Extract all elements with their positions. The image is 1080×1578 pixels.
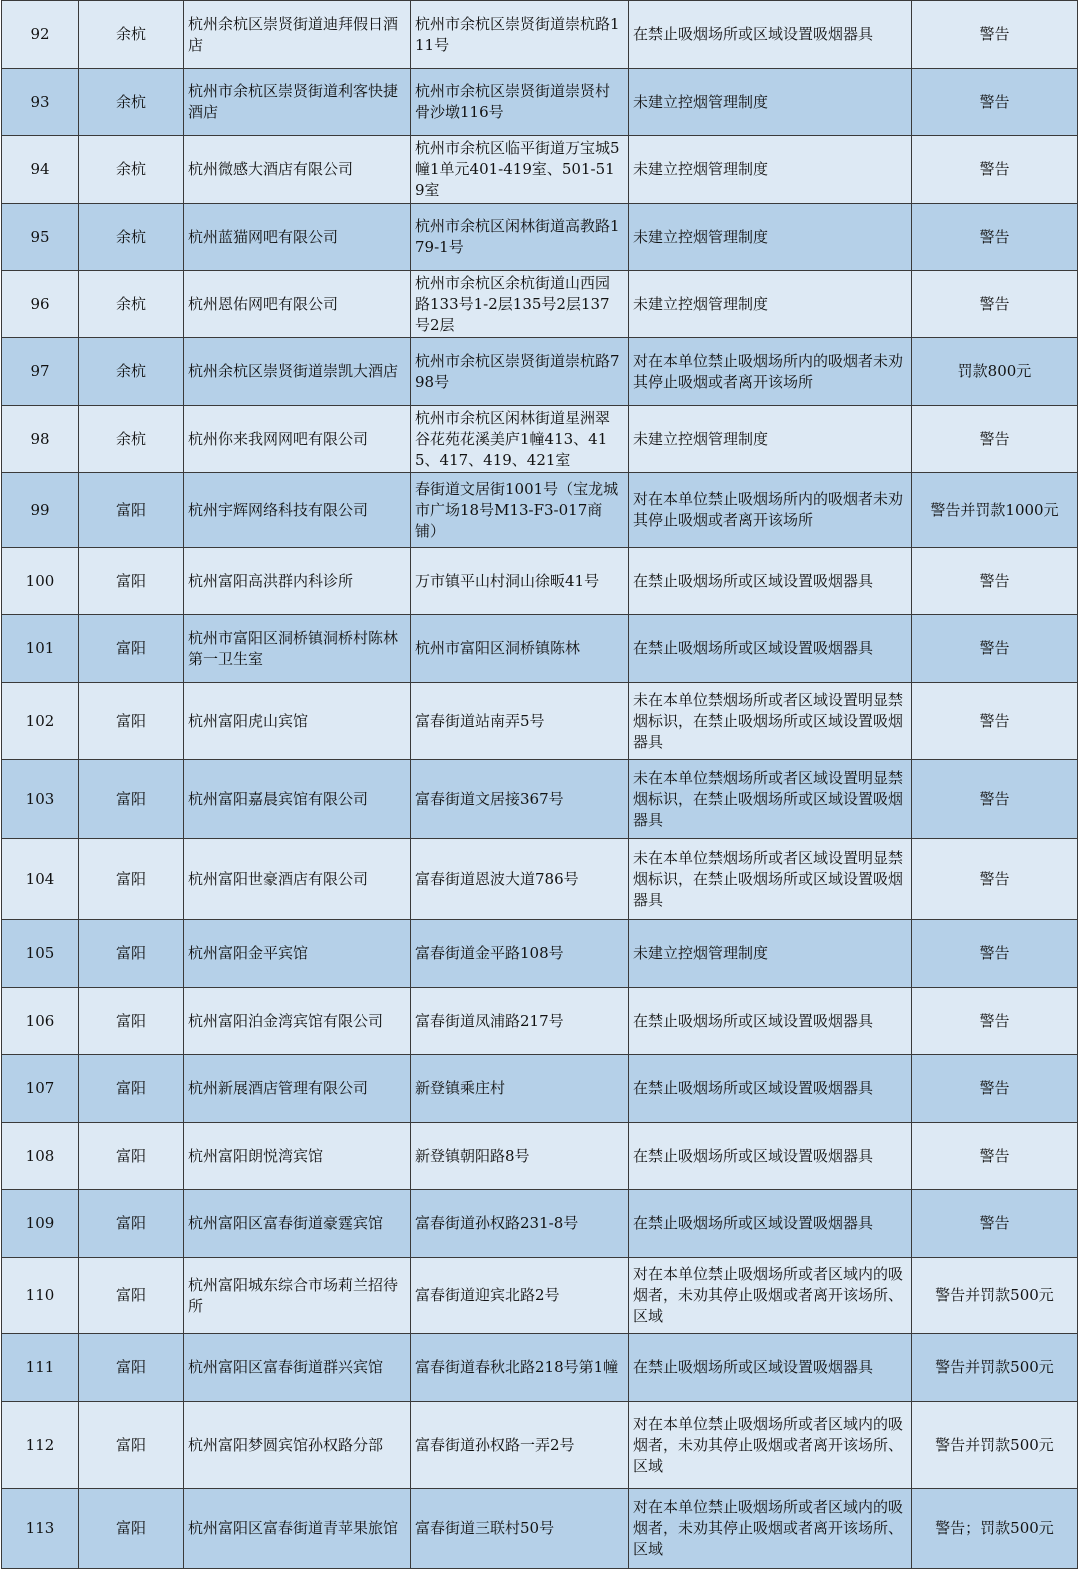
cell-district: 余杭: [79, 338, 184, 406]
cell-penalty: 警告；罚款500元: [912, 1489, 1078, 1569]
table-row: [2, 1489, 1078, 1569]
cell-number: 97: [2, 338, 79, 406]
table-row: [2, 839, 1078, 920]
table-row: [2, 683, 1078, 760]
table-row: [2, 473, 1078, 548]
cell-penalty: 警告: [912, 988, 1078, 1055]
cell-district: 余杭: [79, 204, 184, 271]
cell-violation: 未建立控烟管理制度: [629, 69, 912, 136]
table-row: [2, 1258, 1078, 1334]
cell-violation: 未在本单位禁烟场所或者区域设置明显禁烟标识，在禁止吸烟场所或区域设置吸烟器具: [629, 760, 912, 839]
cell-district: 富阳: [79, 683, 184, 760]
table-row: [2, 1055, 1078, 1123]
cell-violation: 未建立控烟管理制度: [629, 204, 912, 271]
cell-number: 96: [2, 271, 79, 338]
cell-violation: 在禁止吸烟场所或区域设置吸烟器具: [629, 1123, 912, 1190]
cell-address: 杭州市余杭区闲林街道高教路179-1号: [411, 204, 629, 271]
cell-number: 108: [2, 1123, 79, 1190]
cell-penalty: 警告: [912, 204, 1078, 271]
cell-district: 富阳: [79, 1402, 184, 1489]
cell-address: 杭州市余杭区余杭街道山西园路133号1-2层135号2层137号2层: [411, 271, 629, 338]
cell-penalty: 警告: [912, 136, 1078, 204]
cell-penalty: 警告: [912, 683, 1078, 760]
cell-penalty: 警告: [912, 69, 1078, 136]
cell-number: 110: [2, 1258, 79, 1334]
table-row: [2, 1190, 1078, 1258]
cell-unit-name: 杭州市余杭区崇贤街道利客快捷酒店: [184, 69, 411, 136]
table-row: [2, 1334, 1078, 1402]
cell-number: 95: [2, 204, 79, 271]
cell-violation: 未在本单位禁烟场所或者区域设置明显禁烟标识，在禁止吸烟场所或区域设置吸烟器具: [629, 683, 912, 760]
cell-unit-name: 杭州富阳梦圆宾馆孙权路分部: [184, 1402, 411, 1489]
cell-district: 富阳: [79, 1123, 184, 1190]
cell-number: 109: [2, 1190, 79, 1258]
cell-violation: 未建立控烟管理制度: [629, 920, 912, 988]
cell-number: 92: [2, 1, 79, 69]
table-row: [2, 338, 1078, 406]
cell-district: 富阳: [79, 1334, 184, 1402]
cell-district: 富阳: [79, 1055, 184, 1123]
cell-violation: 在禁止吸烟场所或区域设置吸烟器具: [629, 1190, 912, 1258]
cell-address: 富春街道三联村50号: [411, 1489, 629, 1569]
cell-address: 杭州市富阳区洞桥镇陈林: [411, 615, 629, 683]
cell-address: 杭州市余杭区崇贤街道崇杭路798号: [411, 338, 629, 406]
cell-number: 107: [2, 1055, 79, 1123]
cell-unit-name: 杭州富阳金平宾馆: [184, 920, 411, 988]
cell-district: 余杭: [79, 136, 184, 204]
cell-district: 富阳: [79, 988, 184, 1055]
cell-unit-name: 杭州蓝猫网吧有限公司: [184, 204, 411, 271]
cell-violation: 对在本单位禁止吸烟场所或者区域内的吸烟者，未劝其停止吸烟或者离开该场所、区域: [629, 1489, 912, 1569]
table-row: [2, 920, 1078, 988]
cell-number: 98: [2, 406, 79, 473]
cell-address: 杭州市余杭区临平街道万宝城5幢1单元401-419室、501-519室: [411, 136, 629, 204]
table-row: [2, 1, 1078, 69]
cell-unit-name: 杭州富阳区富春街道青苹果旅馆: [184, 1489, 411, 1569]
cell-unit-name: 杭州富阳虎山宾馆: [184, 683, 411, 760]
cell-unit-name: 杭州余杭区崇贤街道崇凯大酒店: [184, 338, 411, 406]
cell-district: 富阳: [79, 1190, 184, 1258]
cell-unit-name: 杭州新展酒店管理有限公司: [184, 1055, 411, 1123]
cell-violation: 在禁止吸烟场所或区域设置吸烟器具: [629, 988, 912, 1055]
cell-address: 新登镇朝阳路8号: [411, 1123, 629, 1190]
cell-address: 富春街道文居接367号: [411, 760, 629, 839]
cell-number: 102: [2, 683, 79, 760]
cell-district: 富阳: [79, 1258, 184, 1334]
cell-penalty: 警告: [912, 839, 1078, 920]
table-body: [2, 1, 1078, 1569]
cell-violation: 未建立控烟管理制度: [629, 406, 912, 473]
cell-penalty: 罚款800元: [912, 338, 1078, 406]
cell-violation: 在禁止吸烟场所或区域设置吸烟器具: [629, 1, 912, 69]
cell-district: 富阳: [79, 920, 184, 988]
cell-violation: 在禁止吸烟场所或区域设置吸烟器具: [629, 1334, 912, 1402]
cell-unit-name: 杭州余杭区崇贤街道迪拜假日酒店: [184, 1, 411, 69]
cell-penalty: 警告并罚款500元: [912, 1258, 1078, 1334]
table-row: [2, 69, 1078, 136]
cell-number: 113: [2, 1489, 79, 1569]
cell-penalty: 警告: [912, 548, 1078, 615]
penalty-table: [1, 0, 1078, 1569]
cell-district: 富阳: [79, 473, 184, 548]
cell-penalty: 警告: [912, 1190, 1078, 1258]
cell-district: 富阳: [79, 548, 184, 615]
cell-address: 富春街道孙权路一弄2号: [411, 1402, 629, 1489]
cell-district: 富阳: [79, 760, 184, 839]
cell-penalty: 警告: [912, 615, 1078, 683]
cell-district: 余杭: [79, 271, 184, 338]
cell-violation: 在禁止吸烟场所或区域设置吸烟器具: [629, 1055, 912, 1123]
cell-unit-name: 杭州富阳区富春街道群兴宾馆: [184, 1334, 411, 1402]
cell-penalty: 警告: [912, 406, 1078, 473]
cell-unit-name: 杭州富阳世豪酒店有限公司: [184, 839, 411, 920]
cell-penalty: 警告并罚款500元: [912, 1334, 1078, 1402]
table-row: [2, 1402, 1078, 1489]
cell-penalty: 警告: [912, 271, 1078, 338]
cell-address: 新登镇乘庄村: [411, 1055, 629, 1123]
cell-address: 富春街道凤浦路217号: [411, 988, 629, 1055]
cell-address: 杭州市余杭区闲林街道星洲翠谷花苑花溪美庐1幢413、415、417、419、421室: [411, 406, 629, 473]
cell-number: 94: [2, 136, 79, 204]
cell-number: 104: [2, 839, 79, 920]
table-row: [2, 136, 1078, 204]
cell-violation: 未建立控烟管理制度: [629, 136, 912, 204]
cell-address: 富春街道金平路108号: [411, 920, 629, 988]
cell-violation: 未在本单位禁烟场所或者区域设置明显禁烟标识，在禁止吸烟场所或区域设置吸烟器具: [629, 839, 912, 920]
cell-number: 101: [2, 615, 79, 683]
table-row: [2, 406, 1078, 473]
cell-penalty: 警告: [912, 1123, 1078, 1190]
cell-unit-name: 杭州市富阳区洞桥镇洞桥村陈林第一卫生室: [184, 615, 411, 683]
cell-district: 余杭: [79, 406, 184, 473]
table-row: [2, 988, 1078, 1055]
cell-district: 富阳: [79, 1489, 184, 1569]
cell-violation: 在禁止吸烟场所或区域设置吸烟器具: [629, 548, 912, 615]
cell-unit-name: 杭州宇辉网络科技有限公司: [184, 473, 411, 548]
cell-penalty: 警告并罚款500元: [912, 1402, 1078, 1489]
cell-address: 春街道文居街1001号（宝龙城市广场18号M13-F3-017商铺）: [411, 473, 629, 548]
table-row: [2, 615, 1078, 683]
cell-address: 富春街道春秋北路218号第1幢: [411, 1334, 629, 1402]
cell-violation: 对在本单位禁止吸烟场所内的吸烟者未劝其停止吸烟或者离开该场所: [629, 338, 912, 406]
table-row: [2, 548, 1078, 615]
cell-unit-name: 杭州富阳泊金湾宾馆有限公司: [184, 988, 411, 1055]
cell-penalty: 警告: [912, 1, 1078, 69]
cell-number: 105: [2, 920, 79, 988]
cell-district: 富阳: [79, 839, 184, 920]
cell-penalty: 警告: [912, 1055, 1078, 1123]
cell-address: 富春街道迎宾北路2号: [411, 1258, 629, 1334]
cell-number: 99: [2, 473, 79, 548]
cell-penalty: 警告: [912, 920, 1078, 988]
cell-unit-name: 杭州恩佑网吧有限公司: [184, 271, 411, 338]
cell-district: 富阳: [79, 615, 184, 683]
table-row: [2, 1123, 1078, 1190]
cell-district: 余杭: [79, 69, 184, 136]
cell-address: 万市镇平山村洞山徐畈41号: [411, 548, 629, 615]
cell-address: 杭州市余杭区崇贤街道崇贤村骨沙墩116号: [411, 69, 629, 136]
cell-penalty: 警告并罚款1000元: [912, 473, 1078, 548]
cell-penalty: 警告: [912, 760, 1078, 839]
table-row: [2, 204, 1078, 271]
cell-unit-name: 杭州富阳朗悦湾宾馆: [184, 1123, 411, 1190]
cell-number: 111: [2, 1334, 79, 1402]
cell-violation: 未建立控烟管理制度: [629, 271, 912, 338]
cell-address: 富春街道恩波大道786号: [411, 839, 629, 920]
cell-address: 富春街道孙权路231-8号: [411, 1190, 629, 1258]
cell-number: 93: [2, 69, 79, 136]
cell-violation: 在禁止吸烟场所或区域设置吸烟器具: [629, 615, 912, 683]
cell-unit-name: 杭州富阳嘉晨宾馆有限公司: [184, 760, 411, 839]
cell-address: 富春街道站南弄5号: [411, 683, 629, 760]
table-row: [2, 760, 1078, 839]
table-row: [2, 271, 1078, 338]
cell-unit-name: 杭州微感大酒店有限公司: [184, 136, 411, 204]
cell-address: 杭州市余杭区崇贤街道崇杭路111号: [411, 1, 629, 69]
cell-number: 103: [2, 760, 79, 839]
cell-violation: 对在本单位禁止吸烟场所或者区域内的吸烟者，未劝其停止吸烟或者离开该场所、区域: [629, 1258, 912, 1334]
cell-unit-name: 杭州富阳高洪群内科诊所: [184, 548, 411, 615]
cell-violation: 对在本单位禁止吸烟场所内的吸烟者未劝其停止吸烟或者离开该场所: [629, 473, 912, 548]
cell-district: 余杭: [79, 1, 184, 69]
cell-unit-name: 杭州富阳城东综合市场莉兰招待所: [184, 1258, 411, 1334]
cell-number: 106: [2, 988, 79, 1055]
cell-number: 112: [2, 1402, 79, 1489]
cell-unit-name: 杭州你来我网网吧有限公司: [184, 406, 411, 473]
cell-number: 100: [2, 548, 79, 615]
cell-unit-name: 杭州富阳区富春街道豪霆宾馆: [184, 1190, 411, 1258]
cell-violation: 对在本单位禁止吸烟场所或者区域内的吸烟者，未劝其停止吸烟或者离开该场所、区域: [629, 1402, 912, 1489]
